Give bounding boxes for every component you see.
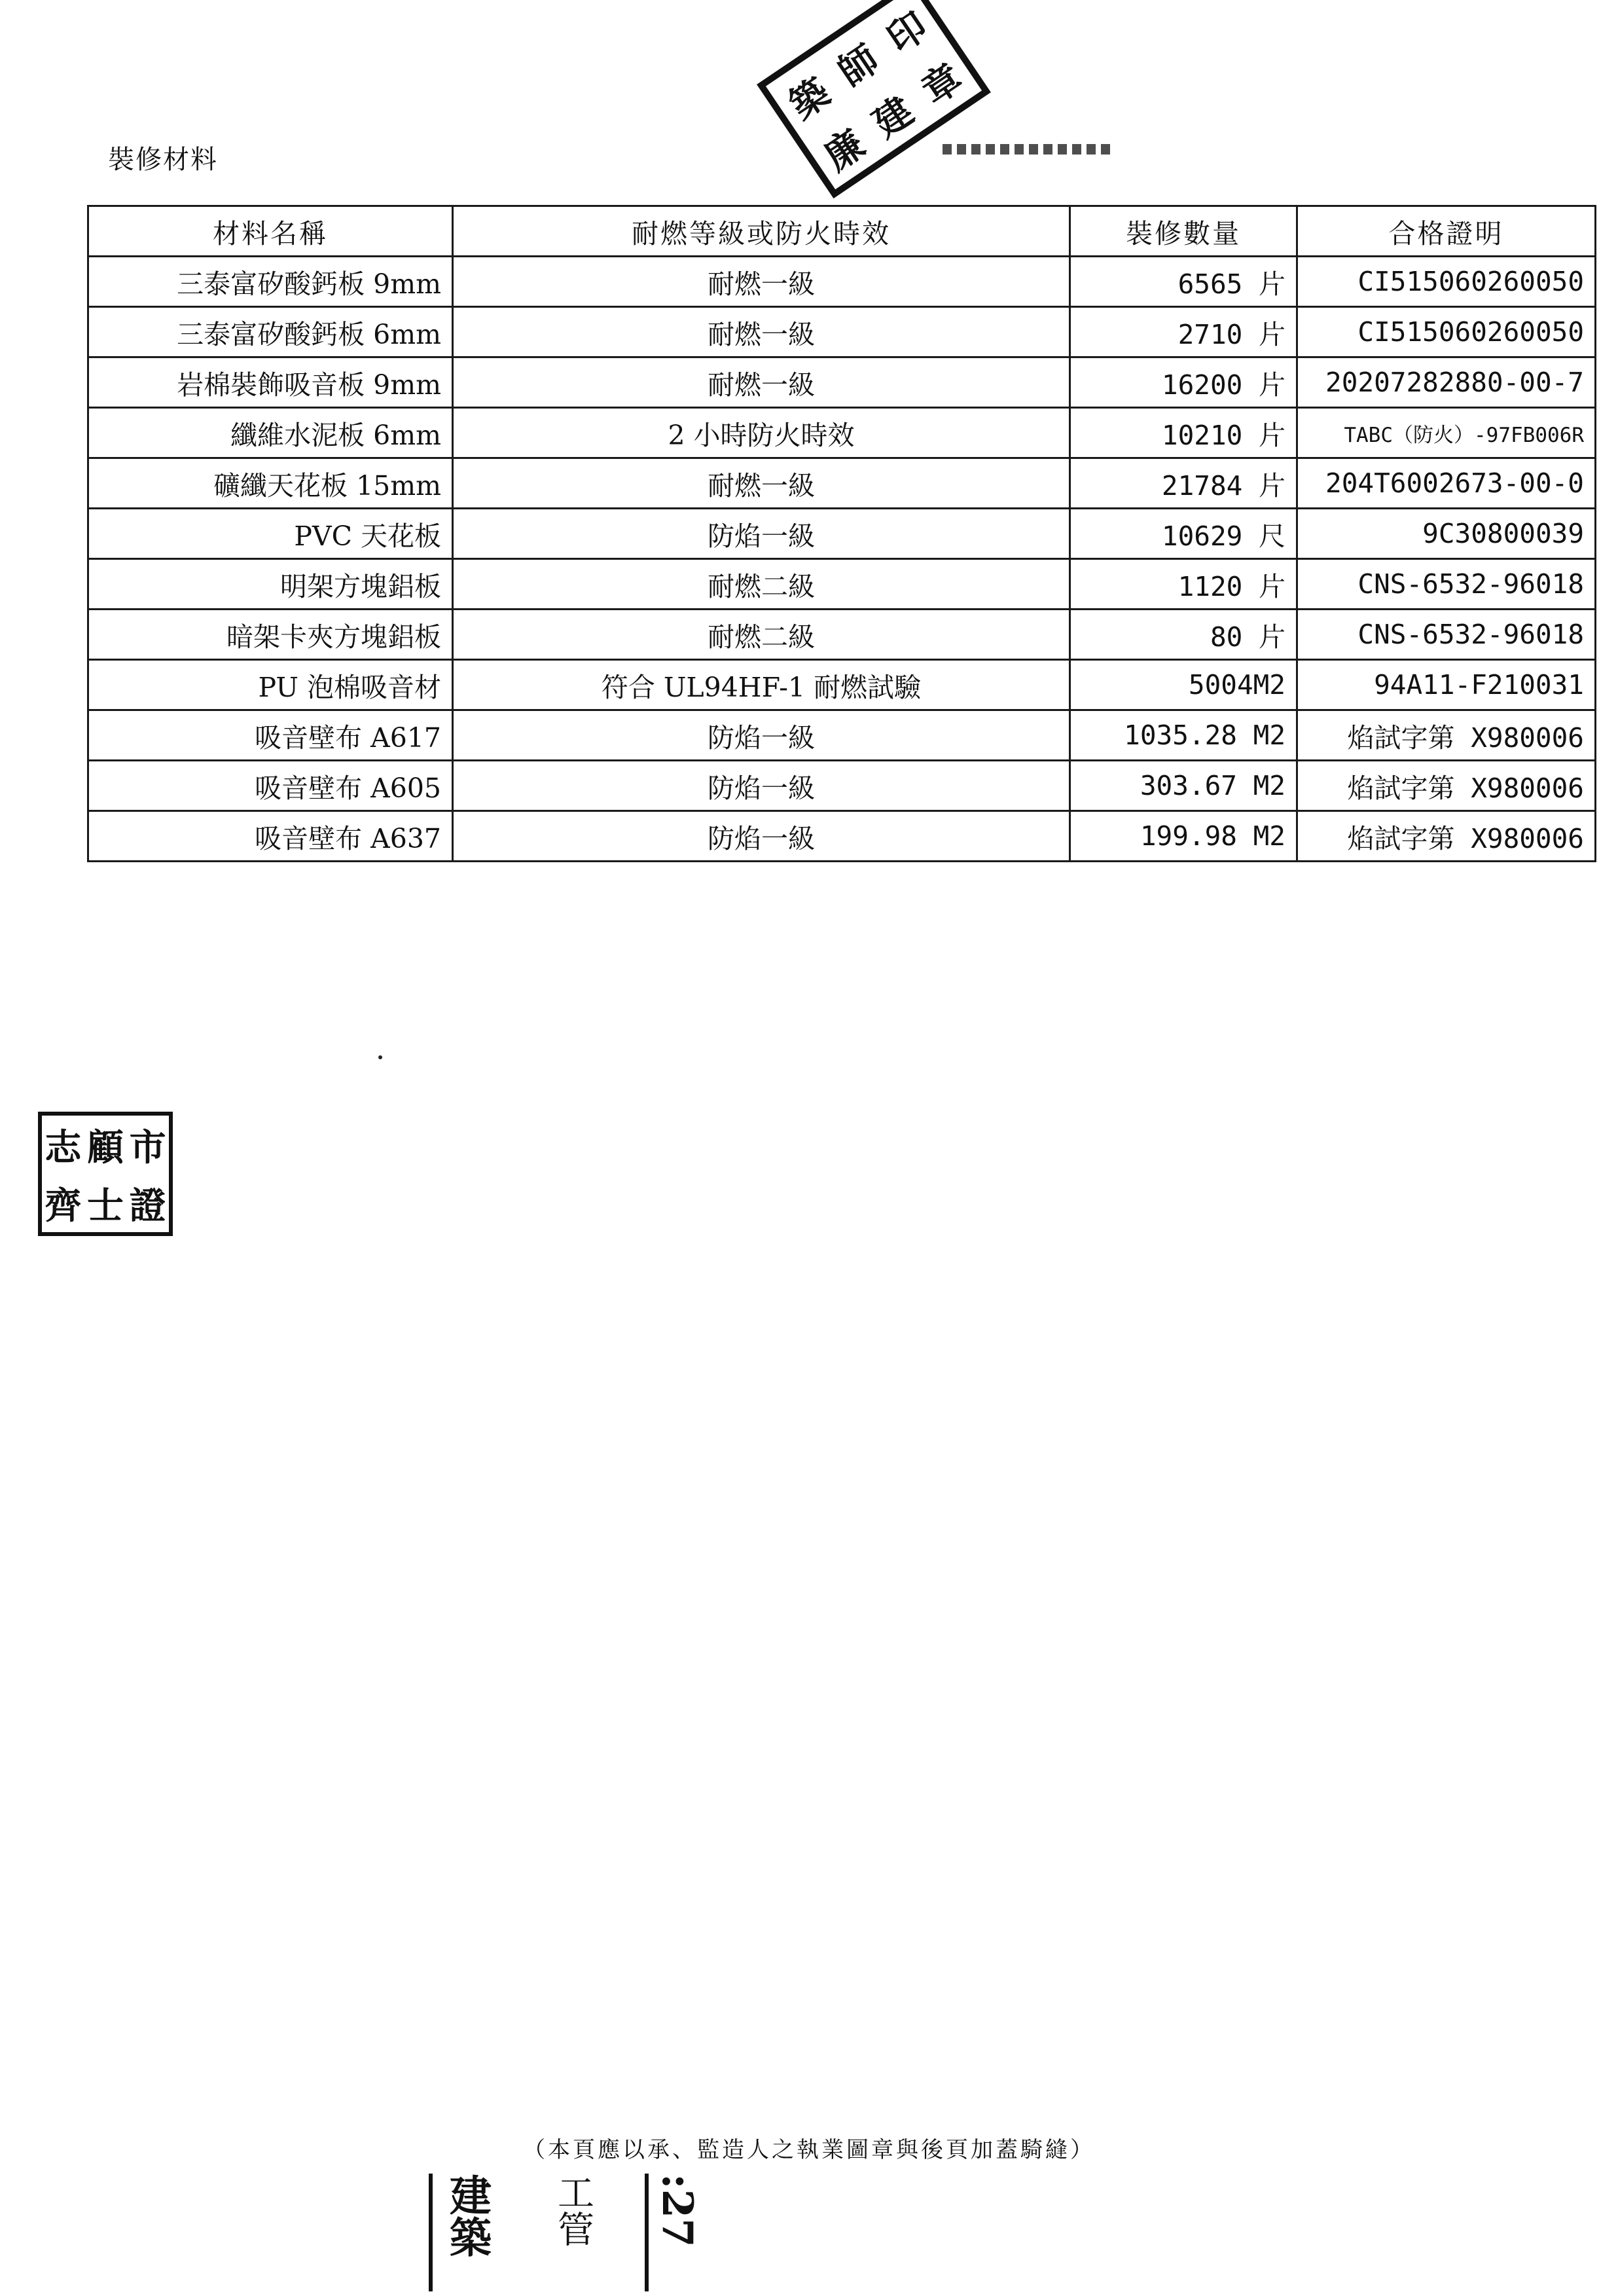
fire-rating: 防焰一級 <box>453 811 1070 862</box>
material-name: 吸音壁布 A617 <box>88 710 453 761</box>
table-row <box>88 307 1596 357</box>
fire-rating: 耐燃一級 <box>453 458 1070 509</box>
material-name: 岩棉裝飾吸音板 9mm <box>88 357 453 408</box>
stamp-fragment: :27 <box>645 2174 702 2291</box>
section-heading: 裝修材料 <box>108 145 218 175</box>
stamp-fragment: 工管 <box>552 2174 594 2247</box>
quantity: 1120 片 <box>1070 559 1297 610</box>
fire-rating: 耐燃二級 <box>453 610 1070 660</box>
table-row <box>88 357 1596 408</box>
fire-rating: 防焰一級 <box>453 509 1070 559</box>
seal-char: 師 <box>830 36 887 95</box>
quantity: 1035.28 M2 <box>1070 710 1297 761</box>
table-row <box>88 458 1596 509</box>
seal-char: 士 <box>86 1184 124 1228</box>
table-row <box>88 811 1596 862</box>
certificate: CNS-6532-96018 <box>1297 610 1596 660</box>
bottom-stamp-strip <box>429 2174 702 2296</box>
quantity: 16200 片 <box>1070 357 1297 408</box>
seal-char: 印 <box>878 3 935 62</box>
material-name: 纖維水泥板 6mm <box>88 408 453 458</box>
quantity: 10629 尺 <box>1070 509 1297 559</box>
table-row <box>88 660 1596 710</box>
seal-char: 廉 <box>816 120 872 179</box>
stamp-fragment: 建築 <box>429 2174 497 2291</box>
architect-seal-top <box>757 0 991 198</box>
materials-table <box>87 205 1596 862</box>
certificate: 94A11-F210031 <box>1297 660 1596 710</box>
seal-char: 章 <box>913 54 971 113</box>
quantity: 21784 片 <box>1070 458 1297 509</box>
certificate: 焰試字第 X980006 <box>1297 710 1596 761</box>
table-header-row <box>88 206 1596 257</box>
quantity: 2710 片 <box>1070 307 1297 357</box>
table-row <box>88 559 1596 610</box>
header-fire-rating: 耐燃等級或防火時效 <box>453 206 1070 257</box>
fire-rating: 耐燃二級 <box>453 559 1070 610</box>
speck-mark <box>378 1055 382 1059</box>
material-name: 明架方塊鋁板 <box>88 559 453 610</box>
table-row <box>88 761 1596 811</box>
material-name: 暗架卡夾方塊鋁板 <box>88 610 453 660</box>
material-name: 礦纖天花板 15mm <box>88 458 453 509</box>
table-row <box>88 509 1596 559</box>
quantity: 10210 片 <box>1070 408 1297 458</box>
architect-seal-left <box>38 1112 173 1236</box>
table-row <box>88 408 1596 458</box>
seal-char: 證 <box>129 1184 166 1228</box>
certificate: CI515060260050 <box>1297 257 1596 307</box>
quantity: 5004M2 <box>1070 660 1297 710</box>
fire-rating: 防焰一級 <box>453 710 1070 761</box>
quantity: 6565 片 <box>1070 257 1297 307</box>
stamp-smudge <box>943 144 1113 155</box>
header-material-name: 材料名稱 <box>88 206 453 257</box>
seal-char: 市 <box>129 1125 166 1169</box>
certificate: CI515060260050 <box>1297 307 1596 357</box>
footer-note: （本頁應以承、監造人之執業圖章與後頁加蓋騎縫） <box>523 2137 1095 2163</box>
quantity: 303.67 M2 <box>1070 761 1297 811</box>
fire-rating: 耐燃一級 <box>453 357 1070 408</box>
table-row <box>88 710 1596 761</box>
fire-rating: 耐燃一級 <box>453 257 1070 307</box>
seal-char: 建 <box>865 88 922 146</box>
seal-char: 築 <box>781 69 838 128</box>
material-name: PU 泡棉吸音材 <box>88 660 453 710</box>
seal-char: 齊 <box>45 1184 82 1228</box>
header-certificate: 合格證明 <box>1297 206 1596 257</box>
quantity: 199.98 M2 <box>1070 811 1297 862</box>
certificate: 9C30800039 <box>1297 509 1596 559</box>
fire-rating: 符合 UL94HF-1 耐燃試驗 <box>453 660 1070 710</box>
certificate: 204T6002673-00-0 <box>1297 458 1596 509</box>
quantity: 80 片 <box>1070 610 1297 660</box>
certificate: 20207282880-00-7 <box>1297 357 1596 408</box>
material-name: PVC 天花板 <box>88 509 453 559</box>
table-row <box>88 610 1596 660</box>
material-name: 三泰富矽酸鈣板 9mm <box>88 257 453 307</box>
certificate: CNS-6532-96018 <box>1297 559 1596 610</box>
certificate: TABC（防火）-97FB006R <box>1297 408 1596 458</box>
fire-rating: 2 小時防火時效 <box>453 408 1070 458</box>
material-name: 吸音壁布 A637 <box>88 811 453 862</box>
fire-rating: 耐燃一級 <box>453 307 1070 357</box>
seal-char: 志 <box>45 1125 82 1169</box>
header-quantity: 裝修數量 <box>1070 206 1297 257</box>
material-name: 三泰富矽酸鈣板 6mm <box>88 307 453 357</box>
table-row <box>88 257 1596 307</box>
certificate: 焰試字第 X980006 <box>1297 811 1596 862</box>
seal-char: 顧 <box>86 1125 124 1169</box>
certificate: 焰試字第 X980006 <box>1297 761 1596 811</box>
fire-rating: 防焰一級 <box>453 761 1070 811</box>
material-name: 吸音壁布 A605 <box>88 761 453 811</box>
